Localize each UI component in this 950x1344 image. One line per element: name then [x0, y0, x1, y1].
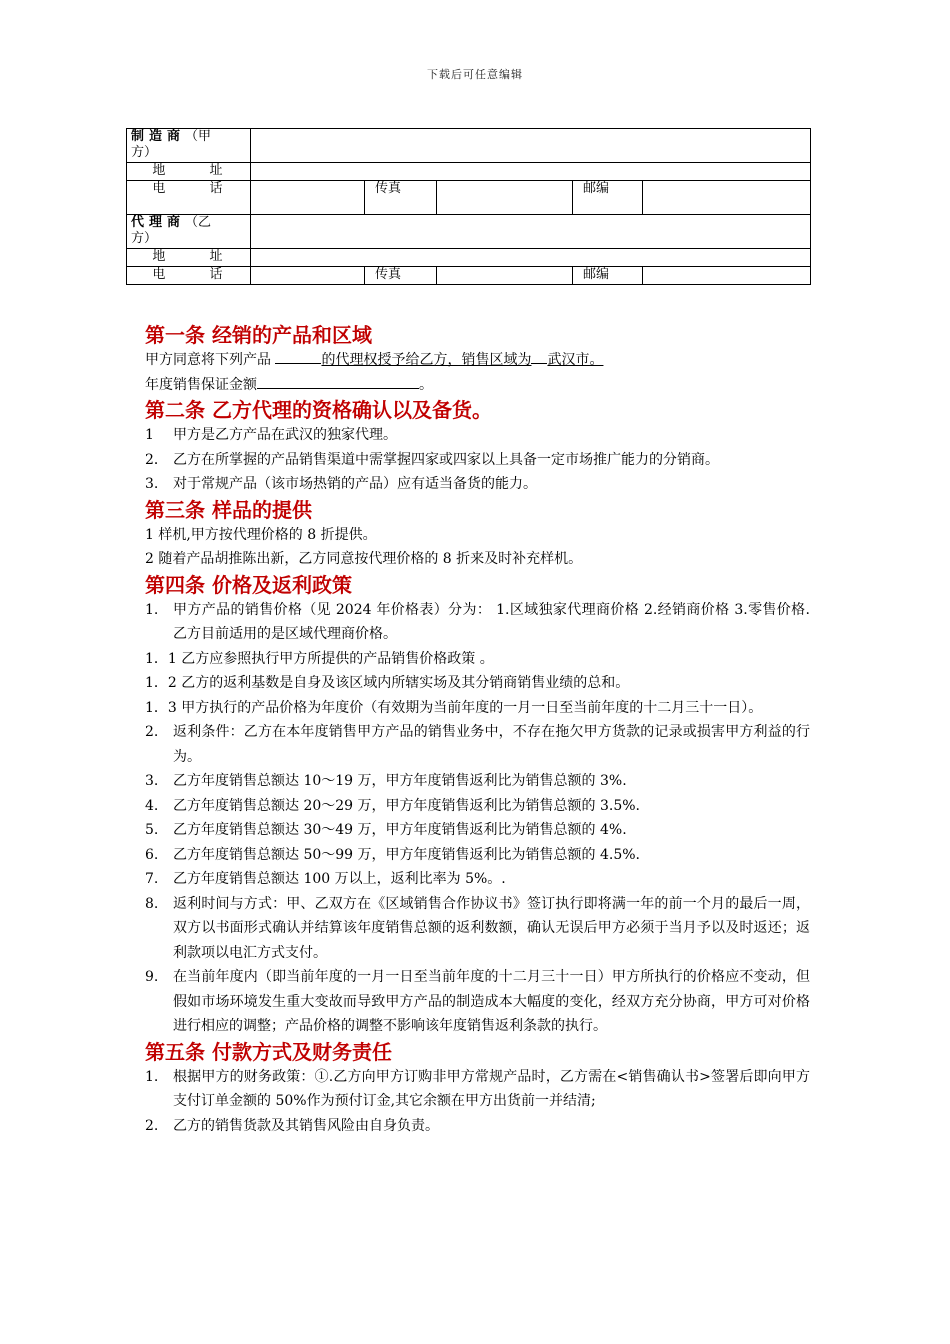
- party-info-table: [126, 128, 811, 285]
- item-text: 甲方是乙方产品在武汉的独家代理。: [173, 427, 397, 443]
- item-number: 6.: [145, 846, 159, 863]
- item-number: 2．: [145, 451, 168, 468]
- item-text: 对于常规产品（该市场热销的产品）应有适当备货的能力。: [173, 476, 537, 492]
- item-number: 7.: [145, 871, 159, 887]
- manufacturer-address-field[interactable]: [251, 163, 811, 181]
- region-blank[interactable]: [531, 349, 547, 364]
- article1-line1-a: 甲方同意将下列产品: [145, 352, 276, 368]
- list-item: [145, 423, 810, 448]
- agent-address-field[interactable]: [251, 249, 811, 267]
- article1-line2-a: 年度销售保证金额: [145, 376, 257, 393]
- list-item: [145, 892, 810, 966]
- manufacturer-postcode-label: 邮编: [573, 181, 643, 215]
- list-item: [145, 965, 810, 1039]
- agent-name-field[interactable]: [251, 215, 811, 249]
- agent-address-label: 地 址: [127, 249, 251, 267]
- manufacturer-phone-field[interactable]: [251, 181, 365, 215]
- list-item: [145, 1114, 810, 1139]
- list-item: [145, 769, 810, 794]
- list-item: 1 样机,甲方按代理价格的 8 折提供。: [145, 526, 377, 543]
- article5-title: 第五条 付款方式及财务责任: [145, 1039, 392, 1064]
- manufacturer-label-cell: [127, 129, 251, 163]
- agent-label-cell: [127, 215, 251, 249]
- manufacturer-fax-field[interactable]: [437, 181, 573, 215]
- item-text: 乙方年度销售总额达 10～19 万，甲方年度销售返利比为销售总额的 3%.: [173, 773, 627, 789]
- list-item: [145, 843, 810, 868]
- article1-line2-end: 。: [419, 376, 433, 393]
- agent-paren-close: 方）: [131, 231, 158, 246]
- list-item: [145, 818, 810, 843]
- item-text: 乙方的销售货款及其销售风险由自身负责。: [173, 1117, 439, 1134]
- list-item: 1．1 乙方应参照执行甲方所提供的产品销售价格政策 。: [145, 650, 494, 667]
- list-item: [145, 1065, 810, 1114]
- agent-postcode-field[interactable]: [643, 267, 811, 285]
- list-item: 1．3 甲方执行的产品价格为年度价（有效期为当前年度的一月一日至当前年度的十二月三十一日）。: [145, 699, 763, 716]
- item-text: 甲方产品的销售价格（见 2024 年价格表）分为： 1.区域独家代理商价格 2.经销商价格 3.零售价格. 乙方目前适用的是区域代理商价格。: [173, 601, 810, 642]
- product-blank[interactable]: [275, 349, 321, 364]
- item-text: 根据甲方的财务政策：①.乙方向甲方订购非甲方常规产品时，乙方需在<销售确认书>签署后即向甲方支付订单金额的 50%作为预付订金,其它余额在甲方出货前一并结清;: [173, 1068, 810, 1109]
- item-text: 乙方年度销售总额达 50～99 万，甲方年度销售返利比为销售总额的 4.5%.: [173, 846, 640, 863]
- item-number: 3.: [145, 476, 159, 492]
- item-number: 9.: [145, 969, 159, 985]
- list-item: [145, 472, 810, 497]
- manufacturer-paren-close: 方）: [131, 145, 158, 160]
- agent-fax-field[interactable]: [437, 267, 573, 285]
- item-text: 返利条件：乙方在本年度销售甲方产品的销售业务中，不存在拖欠甲方货款的记录或损害甲方利益的行为。: [173, 724, 810, 765]
- article1-line2: [145, 373, 810, 398]
- agent-paren-open: （乙: [185, 215, 212, 230]
- article1-line1: [145, 348, 810, 373]
- manufacturer-name-field[interactable]: [251, 129, 811, 163]
- agent-label: 代理商: [131, 215, 186, 230]
- list-item: [145, 720, 810, 769]
- item-text: 在当前年度内（即当前年度的一月一日至当前年度的十二月三十一日）甲方所执行的价格应不变动，但假如市场环境发生重大变故而导致甲方产品的制造成本大幅度的变化，经双方充分协商，甲方可对价格进行相应的调整；产品价格的调整不影响该年度销售返利条款的执行。: [173, 969, 810, 1034]
- deposit-amount-blank[interactable]: [257, 374, 419, 389]
- list-item: [145, 867, 810, 892]
- list-item: [145, 598, 810, 647]
- list-item: [145, 794, 810, 819]
- manufacturer-postcode-field[interactable]: [643, 181, 811, 215]
- article4-title: 第四条 价格及返利政策: [145, 572, 352, 597]
- item-number: 2.: [145, 724, 159, 740]
- list-item: [145, 448, 810, 473]
- contract-body: [145, 322, 810, 1138]
- manufacturer-label: 制造商: [131, 129, 186, 144]
- article1-line1-b: 的代理权授予给乙方，销售区域为: [321, 352, 532, 368]
- item-number: 4.: [145, 797, 159, 814]
- agent-phone-label: 电 话: [127, 267, 251, 285]
- item-number: 8.: [145, 895, 159, 912]
- agent-postcode-label: 邮编: [573, 267, 643, 285]
- item-text: 乙方年度销售总额达 100 万以上，返利比率为 5%。.: [173, 871, 506, 887]
- article1-title: 第一条 经销的产品和区域: [145, 323, 372, 347]
- article3-title: 第三条 样品的提供: [145, 497, 312, 522]
- manufacturer-fax-label: 传真: [365, 181, 437, 215]
- item-text: 乙方在所掌握的产品销售渠道中需掌握四家或四家以上具备一定市场推广能力的分销商。: [173, 451, 719, 468]
- item-number: 5.: [145, 822, 159, 838]
- article2-title: 第二条 乙方代理的资格确认以及备货。: [145, 398, 492, 422]
- item-text: 乙方年度销售总额达 30～49 万，甲方年度销售返利比为销售总额的 4%.: [173, 822, 627, 838]
- agent-phone-field[interactable]: [251, 267, 365, 285]
- list-item: 2 随着产品胡推陈出新，乙方同意按代理价格的 8 折来及时补充样机。: [145, 551, 583, 567]
- item-number: 1.: [145, 1068, 159, 1085]
- manufacturer-phone-label: 电 话: [127, 181, 251, 215]
- item-number: 1.: [145, 601, 159, 618]
- list-item: 1．2 乙方的返利基数是自身及该区域内所辖实场及其分销商销售业绩的总和。: [145, 675, 630, 691]
- article1-region: 武汉市。: [547, 352, 604, 368]
- agent-fax-label: 传真: [365, 267, 437, 285]
- item-number: 2.: [145, 1117, 159, 1134]
- item-text: 乙方年度销售总额达 20～29 万，甲方年度销售返利比为销售总额的 3.5%.: [173, 797, 640, 814]
- manufacturer-address-label: 地 址: [127, 163, 251, 181]
- item-number: 3.: [145, 773, 159, 789]
- header-note: 下载后可任意编辑: [427, 68, 523, 81]
- item-text: 返利时间与方式：甲、乙双方在《区域销售合作协议书》签订执行即将满一年的前一个月的最后一周，双方以书面形式确认并结算该年度销售总额的返利数额，确认无误后甲方必须于当月予以及时返还；返利款项以电汇方式支付。: [173, 895, 810, 961]
- item-number: 1: [145, 427, 154, 443]
- manufacturer-paren-open: （甲: [185, 129, 212, 144]
